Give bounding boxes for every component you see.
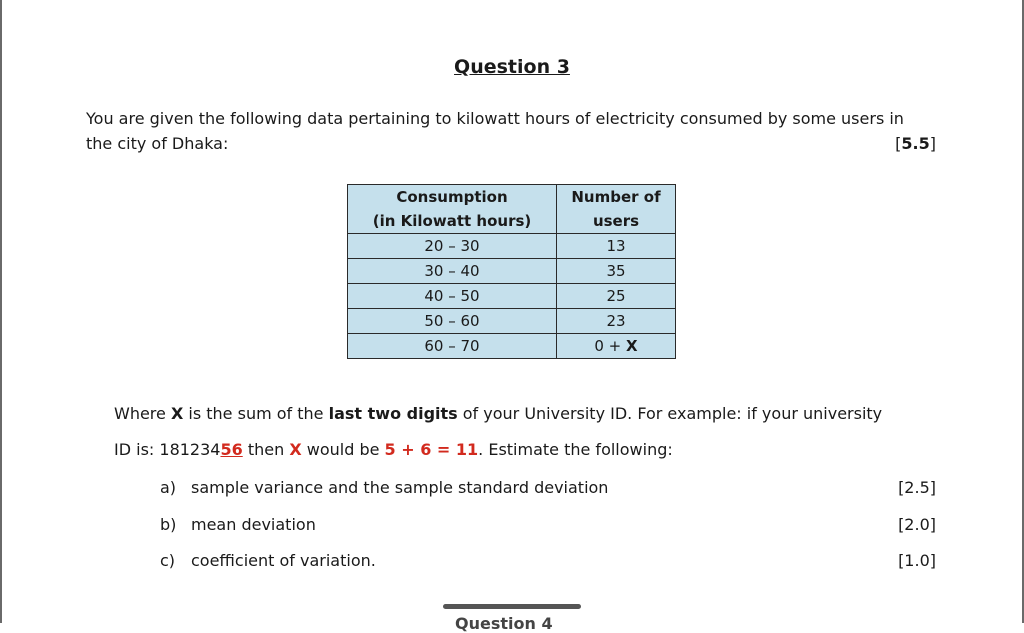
instr-text: of your University ID. For example: if your university [457, 404, 883, 423]
item-marks: [2.0] [898, 515, 936, 534]
cell-range: 40 – 50 [348, 284, 557, 309]
item-marks: [2.5] [898, 478, 936, 497]
instr-example-sum: 5 + 6 = 11 [384, 440, 479, 459]
instr-text: Where [114, 404, 171, 423]
instr-text: would be [301, 440, 385, 459]
header-consumption [348, 185, 557, 234]
list-item [160, 515, 316, 534]
instruction-line1 [114, 404, 882, 423]
question-intro-line1: You are given the following data pertaining to kilowatt hours of electricity consumed by some users in [86, 109, 904, 128]
table-row [348, 234, 676, 259]
cell-range: 60 – 70 [348, 334, 557, 359]
item-label: c) [160, 551, 176, 570]
question-total-marks-value: 5.5 [901, 134, 930, 153]
item-label: b) [160, 515, 177, 534]
cell-range: 50 – 60 [348, 309, 557, 334]
cell-users-prefix: 0 + [594, 337, 627, 355]
item-label: a) [160, 478, 177, 497]
instr-variable-red: X [289, 440, 302, 459]
item-text: coefficient of variation. [191, 551, 376, 570]
page-left-edge [0, 0, 2, 623]
header-users-line2: users [592, 212, 640, 230]
cell-users: 23 [557, 309, 676, 334]
instr-text: is the sum of the [183, 404, 329, 423]
list-item [160, 551, 376, 570]
question-intro-line2: the city of Dhaka: [86, 134, 229, 153]
consumption-table [347, 184, 676, 359]
table-row [348, 309, 676, 334]
cell-users: 35 [557, 259, 676, 284]
instr-emphasis: last two digits [328, 404, 458, 423]
instr-id-last-digits: 56 [220, 440, 243, 459]
question-total-marks: [5.5] [895, 134, 936, 153]
question-title: Question 3 [454, 56, 570, 78]
cell-users: 25 [557, 284, 676, 309]
header-users [557, 185, 676, 234]
instr-id-prefix: ID is: 181234 [114, 440, 221, 459]
table-header-row [348, 185, 676, 234]
cell-users-variable: X [626, 337, 638, 355]
cell-users [557, 334, 676, 359]
instruction-line2 [114, 440, 673, 459]
horizontal-scrollbar[interactable] [443, 604, 581, 609]
header-users-line1: Number of [571, 188, 661, 206]
instr-variable: X [170, 404, 184, 423]
instr-text: then [242, 440, 290, 459]
item-text: mean deviation [191, 515, 316, 534]
instr-text: . Estimate the following: [478, 440, 673, 459]
table-row [348, 259, 676, 284]
item-marks: [1.0] [898, 551, 936, 570]
header-consumption-line2: (in Kilowatt hours) [372, 212, 532, 230]
table-row [348, 284, 676, 309]
list-item [160, 478, 608, 497]
cell-users: 13 [557, 234, 676, 259]
cell-range: 20 – 30 [348, 234, 557, 259]
table-row [348, 334, 676, 359]
header-consumption-line1: Consumption [396, 188, 508, 206]
cell-range: 30 – 40 [348, 259, 557, 284]
next-question-heading-partial: Question 4 [455, 614, 553, 633]
item-text: sample variance and the sample standard deviation [191, 478, 609, 497]
